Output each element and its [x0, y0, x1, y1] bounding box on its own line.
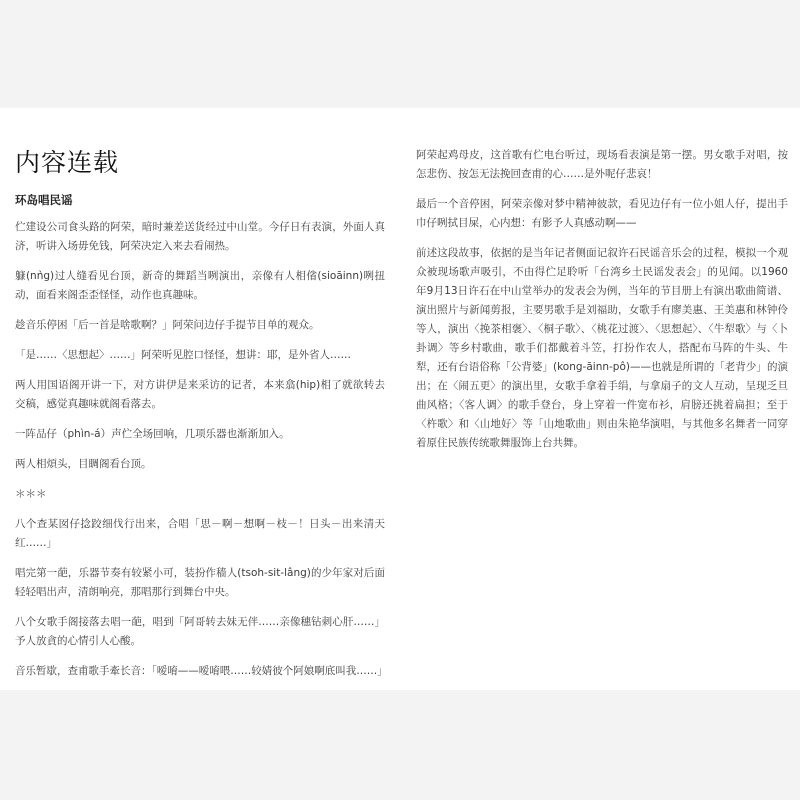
paragraph: 唱完第一葩，乐器节奏有较紧小可，装扮作穑人(tsoh-sit-lâng)的少年家对后面轻轻唱出声，清朗响亮，那唱那行到舞台中央。: [15, 567, 385, 598]
page-title: 内容连载: [15, 148, 120, 177]
paragraph: 八个查某囡仔捻跤细伐行出来，合唱「思－啊－想啊－枝－！日头－出来清天红……」: [15, 518, 385, 549]
paragraph: 趁音乐停困「后一首是啥歌啊？」阿荣问边仔手提节目单的观众。: [15, 319, 320, 331]
paragraph: 八个女歌手阁接落去唱一葩，唱到「阿哥转去妹无伴……亲像穗钻刺心肝……」予人放貪的心情引人心酸。: [15, 616, 385, 647]
article-page: [0, 108, 800, 690]
paragraph: 前述这段故事，依据的是当年记者侧面记叙许石民谣音乐会的过程，模拟一个观众被现场歌声吸引，不由得伫足聆听「台湾乡土民谣发表会」的见闻。以1960年9月13日许石在中山堂举办的发表会为例，当年的节目册上有演出歌曲简谱、演出照片与新闻剪报，主要男歌手是刘福助，女歌手有廖美惠、王美惠和林钟伶等人，演出〈挽茶相褒〉、〈桐子歌〉、〈桃花过渡〉、〈思想起〉、〈牛犁歌〉与〈卜卦调〉等乡村歌曲，歌手们都戴着斗笠，打扮作农人，搭配布马阵的牛头、牛犁，还有台语俗称「公背婆」(kong-āinn-pô)——也就是所谓的「老背少」的演出；在〈闹五更〉的演出里，女歌手拿着手绢，与拿扇子的文人互动，呈现乏旦曲风格；〈客人调〉的歌手登台，身上穿着一件宽布衫，肩膀还挑着扁担；至于〈杵歌〉和〈山地好〉等「山地歌曲」则由朱艳华演唱，与其他多名舞者一同穿着原住民族传统歌舞服饰上台共舞。: [416, 247, 788, 449]
paragraph: 躿(nǹg)过人缝看见台顶，新奇的舞蹈当咧演出，亲像有人相偗(sioāinn)咧扭动，面看来阁歪歪怪怪，动作也真趣味。: [15, 270, 385, 301]
paragraph: 音乐暂歇，查甫歌手牽长音：「嗳唷——嗳唷喂……较婧彼个阿娘啊底叫我……」: [15, 665, 388, 677]
paragraph: 最后一个音停困，阿荣亲像对梦中精神彼款，看见边仔有一位小姐人仔，提出手巾仔咧拭目屎，心内想：有影予人真感动啊——: [416, 198, 788, 229]
right-column-body: [416, 146, 788, 464]
paragraph: 伫建设公司食头路的阿荣，暗时兼差送货经过中山堂。今仔日有表演，外面人真济，听讲入场毋免钱，阿荣决定入来去看闹热。: [15, 221, 385, 252]
paragraph: 两人用国语阁开讲一下，对方讲伊是来采访的记者，本来翕(hip)相了就欲转去交稿，感觉真趣味就阁看落去。: [15, 379, 385, 410]
article-subtitle: 环岛唱民谣: [15, 193, 73, 207]
section-separator: ＊＊＊: [15, 488, 47, 500]
paragraph: 阿荣起鸡母皮，这首歌有伫电台听过，现场看表演是第一摆。男女歌手对唱，按怎悲伤、按怎无法挽回查甫的心……是外呢仔悲哀！: [416, 149, 788, 180]
paragraph: 两人相煩头，目睭阁看台顶。: [15, 458, 152, 470]
left-column-body: [15, 218, 388, 692]
paragraph: 一阵品仔（phìn-á）声伫全场回响，几项乐器也渐渐加入。: [15, 428, 290, 440]
paragraph: 「是……〈思想起〉……」阿荣听见腔口怪怪，想讲：耶，是外省人……: [15, 349, 351, 361]
